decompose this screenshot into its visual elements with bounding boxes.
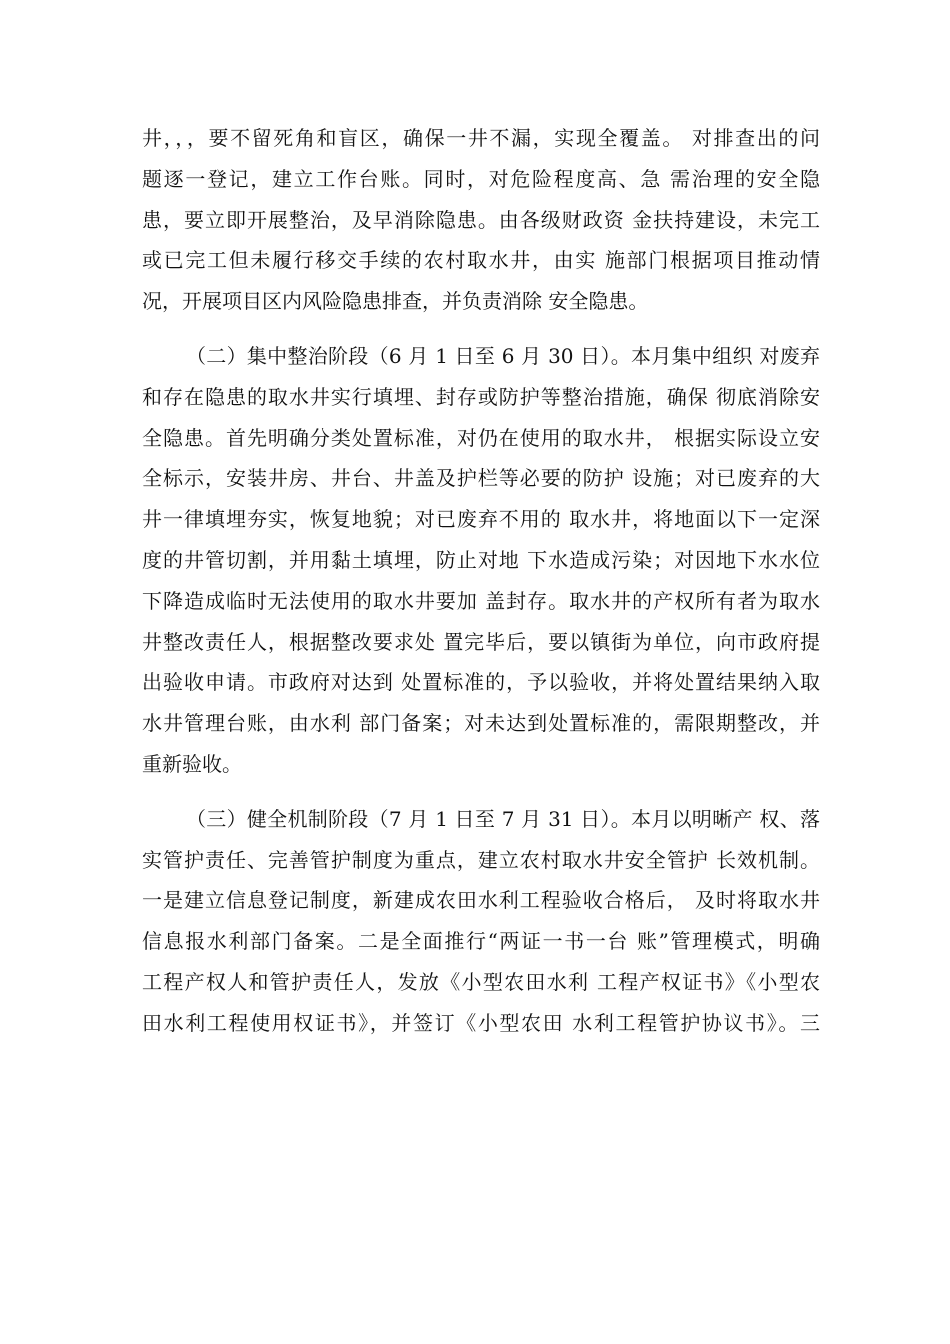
text-line: 出验收申请。市政府对达到 处置标准的，予以验收，并将处置结果纳入取	[142, 670, 820, 695]
text-line: 题逐一登记，建立工作台账。同时，对危险程度高、急 需治理的安全隐	[142, 166, 820, 191]
text-line: 或已完工但未履行移交手续的农村取水井，由实 施部门根据项目推动情	[142, 248, 820, 273]
text-line: 度的井管切割，并用黏土填埋，防止对地 下水造成污染；对因地下水水位	[142, 547, 820, 572]
text-line: 下降造成临时无法使用的取水井要加 盖封存。取水井的产权所有者为取水	[142, 588, 820, 613]
text-line: 患，要立即开展整治，及早消除隐患。由各级财政资 金扶持建设，未完工	[142, 207, 820, 232]
text-line: 一是建立信息登记制度，新建成农田水利工程验收合格后， 及时将取水井	[142, 888, 820, 913]
text-line: 实管护责任、完善管护制度为重点，建立农村取水井安全管护 长效机制。	[142, 847, 820, 872]
text-line: （三）健全机制阶段（7 月 1 日至 7 月 31 日）。本月以明晰产 权、落	[186, 806, 820, 831]
text-line: 全标示，安装井房、井台、井盖及护栏等必要的防护 设施；对已废弃的大	[142, 466, 820, 491]
paragraph-2	[142, 336, 820, 785]
text-line: 信息报水利部门备案。二是全面推行“两证一书一台 账”管理模式，明确	[142, 929, 820, 954]
text-line: 井一律填埋夯实，恢复地貌；对已废弃不用的 取水井，将地面以下一定深	[142, 507, 820, 532]
text-line: 和存在隐患的取水井实行填埋、封存或防护等整治措施，确保 彻底消除安	[142, 384, 820, 409]
text-line: （二）集中整治阶段（6 月 1 日至 6 月 30 日）。本月集中组织 对废弃	[186, 343, 820, 368]
paragraph-1	[142, 118, 820, 322]
paragraph-3	[142, 799, 820, 1044]
text-line: 水井管理台账，由水利 部门备案；对未达到处置标准的，需限期整改，并	[142, 711, 820, 736]
text-line: 井，，，要不留死角和盲区，确保一井不漏，实现全覆盖。 对排查出的问	[142, 126, 820, 150]
document-page	[142, 118, 820, 1044]
text-line: 况，开展项目区内风险隐患排查，并负责消除 安全隐患。	[142, 289, 649, 314]
text-line: 重新验收。	[142, 751, 242, 776]
text-line: 工程产权人和管护责任人，发放《小型农田水利 工程产权证书》《小型农	[142, 969, 820, 994]
text-line: 井整改责任人，根据整改要求处 置完毕后，要以镇街为单位，向市政府提	[142, 629, 820, 654]
text-line: 田水利工程使用权证书》，并签订《小型农田 水利工程管护协议书》。三	[142, 1010, 820, 1035]
text-line: 全隐患。首先明确分类处置标准，对仍在使用的取水井， 根据实际设立安	[142, 425, 820, 450]
